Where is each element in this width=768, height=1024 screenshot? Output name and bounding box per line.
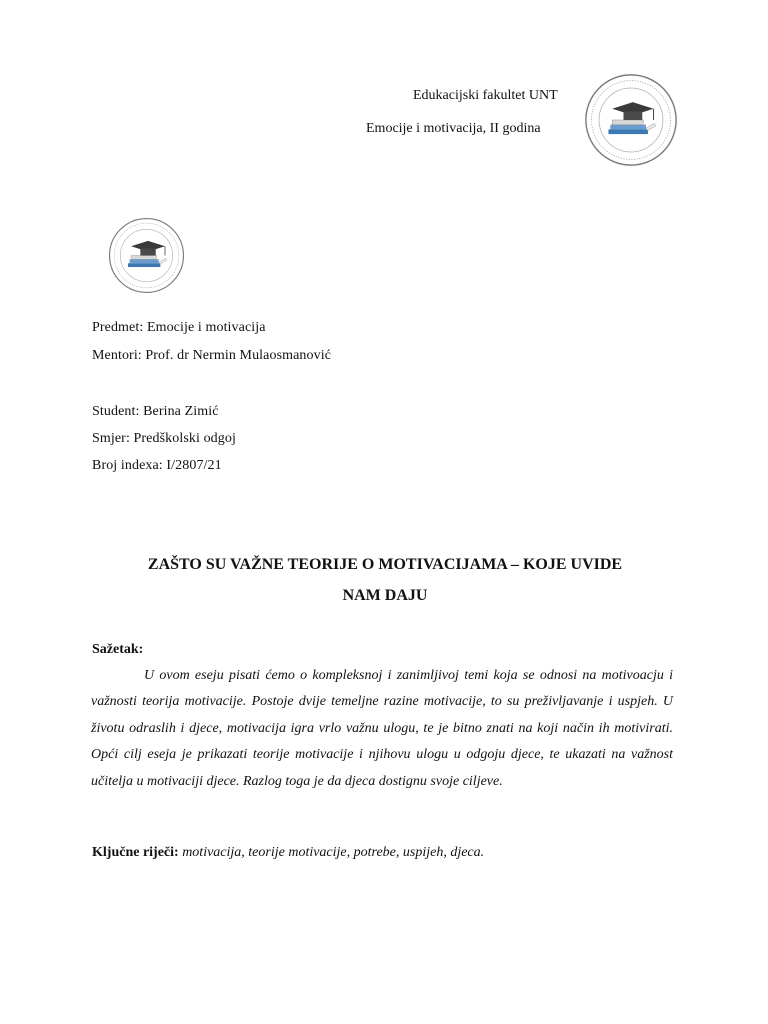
course-year: Emocije i motivacija, II godina <box>366 121 541 136</box>
subject-line: Predmet: Emocije i motivacija <box>92 320 266 335</box>
mentor-line: Mentori: Prof. dr Nermin Mulaosmanović <box>92 348 332 363</box>
university-seal-icon <box>584 73 678 167</box>
keywords-line <box>92 845 484 861</box>
program-line: Smjer: Predškolski odgoj <box>92 431 236 446</box>
index-line: Broj indexa: I/2807/21 <box>92 458 222 473</box>
university-seal-icon <box>108 217 185 294</box>
faculty-name: Edukacijski fakultet UNT <box>413 88 558 103</box>
title-line-2: NAM DAJU <box>342 587 428 604</box>
abstract-label: Sažetak: <box>92 642 144 657</box>
page-title <box>60 549 710 611</box>
keywords-label: Ključne riječi: <box>92 845 179 860</box>
student-line: Student: Berina Zimić <box>92 404 219 419</box>
title-line-1: ZAŠTO SU VAŽNE TEORIJE O MOTIVACIJAMA – KOJE UVIDE <box>147 556 623 573</box>
keywords-value: motivacija, teorije motivacije, potrebe, uspijeh, djeca. <box>182 845 485 860</box>
abstract-text: U ovom eseju pisati ćemo o kompleksnoj i zanimljivoj temi koja se odnosi na motivoacju i važnosti teorija motivacije. Postoje dvije temeljne razine motivacije, to su preživljavanje i uspjeh. U životu odraslih i djece, motivacija igra vrlo važnu ulogu, te je bitno znati na koji način ih motivirati. Opći cilj eseja je prikazati teorije motivacije i njihovu ulogu u odgoju djece, te ukazati na važnost učitelja u motivaciji djece. Razlog toga je da djeca dostignu svoje ciljeve. <box>91 668 673 789</box>
